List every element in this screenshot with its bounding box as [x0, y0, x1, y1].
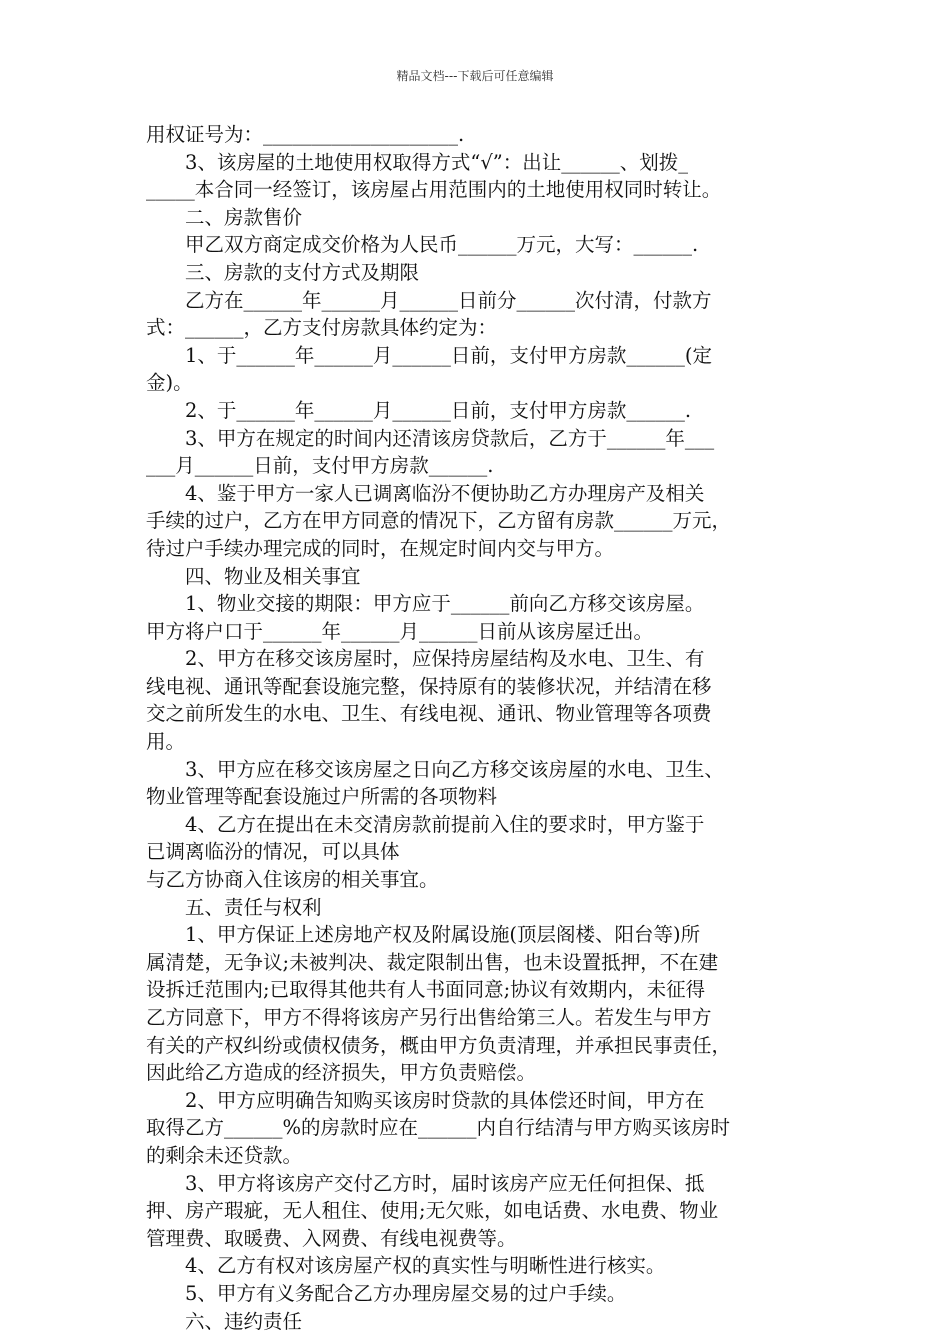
text-line: 金)。 [146, 371, 193, 395]
text-line: 二、房款售价 [146, 205, 303, 229]
text-line: 甲方将户口于______年______月______日前从该房屋迁出。 [146, 619, 654, 643]
text-line: 2、甲方在移交该房屋时，应保持房屋结构及水电、卫生、有 [146, 647, 705, 671]
text-line: 管理费、取暖费、入网费、有线电视费等。 [146, 1226, 517, 1250]
text-line: 交之前所发生的水电、卫生、有线电视、通讯、物业管理等各项费 [146, 702, 712, 726]
text-line: 4、乙方有权对该房屋产权的真实性与明晰性进行核实。 [146, 1254, 666, 1278]
text-line: 因此给乙方造成的经济损失，甲方负责赔偿。 [146, 1061, 537, 1085]
text-line: 1、于______年______月______日前，支付甲方房款______(定 [146, 343, 713, 367]
text-line: 属清楚，无争议;未被判决、裁定限制出售，也未设置抵押，不在建 [146, 950, 719, 974]
text-line: 3、甲方将该房产交付乙方时，届时该房产应无任何担保、抵 [146, 1171, 705, 1195]
text-line: 4、乙方在提出在未交清房款前提前入住的要求时，甲方鉴于 [146, 812, 705, 836]
text-line: 甲乙双方商定成交价格为人民币______万元，大写：______. [146, 233, 699, 257]
text-line: 式：______，乙方支付房款具体约定为： [146, 316, 498, 340]
page-header: 精品文档---下载后可任意编辑 [396, 69, 554, 83]
text-line: 5、甲方有义务配合乙方办理房屋交易的过户手续。 [146, 1281, 627, 1305]
text-line: 五、责任与权利 [146, 895, 322, 919]
text-line: 待过户手续办理完成的同时，在规定时间内交与甲方。 [146, 536, 615, 560]
text-line: 3、甲方在规定的时间内还清该房贷款后，乙方于______年___ [146, 426, 715, 450]
text-line: 设拆迁范围内;已取得其他共有人书面同意;协议有效期内，未征得 [146, 978, 706, 1002]
text-line: 1、甲方保证上述房地产权及附属设施(顶层阁楼、阳台等)所 [146, 923, 701, 947]
text-line: ___月______日前，支付甲方房款______. [146, 454, 494, 478]
text-line: 3、该房屋的土地使用权取得方式“√”：出让______、划拨_ [146, 150, 689, 174]
text-line: _____本合同一经签订，该房屋占用范围内的土地使用权同时转让。 [146, 178, 722, 202]
text-line: 4、鉴于甲方一家人已调离临汾不便协助乙方办理房产及相关 [146, 481, 705, 505]
text-line: 取得乙方______%的房款时应在______内自行结清与甲方购买该房时 [146, 1116, 731, 1140]
text-line: 物业管理等配套设施过户所需的各项物料 [146, 785, 498, 809]
text-line: 与乙方协商入住该房的相关事宜。 [146, 868, 439, 892]
text-line: 乙方同意下，甲方不得将该房产另行出售给第三人。若发生与甲方 [146, 1006, 712, 1029]
text-line: 乙方在______年______月______日前分______次付清，付款方 [146, 288, 712, 312]
text-line: 押、房产瑕疵，无人租住、使用;无欠账，如电话费、水电费、物业 [146, 1199, 719, 1223]
text-line: 2、于______年______月______日前，支付甲方房款______. [146, 398, 692, 422]
text-line: 用权证号为：____________________. [146, 123, 465, 146]
contract-body [146, 121, 810, 1335]
text-line: 手续的过户，乙方在甲方同意的情况下，乙方留有房款______万元， [146, 509, 732, 533]
text-line: 有关的产权纠纷或债权债务，概由甲方负责清理，并承担民事责任， [146, 1033, 732, 1057]
text-line: 1、物业交接的期限：甲方应于______前向乙方移交该房屋。 [146, 592, 705, 616]
text-line: 三、房款的支付方式及期限 [146, 260, 420, 284]
text-line: 的剩余未还贷款。 [146, 1143, 303, 1167]
text-line: 已调离临汾的情况，可以具体 [146, 840, 400, 864]
text-line: 3、甲方应在移交该房屋之日向乙方移交该房屋的水电、卫生、 [146, 757, 724, 781]
text-line: 四、物业及相关事宜 [146, 564, 361, 588]
text-line: 线电视、通讯等配套设施完整，保持原有的装修状况，并结清在移 [146, 674, 712, 698]
text-line: 用。 [146, 730, 186, 754]
text-line: 2、甲方应明确告知购买该房时贷款的具体偿还时间，甲方在 [146, 1088, 705, 1112]
text-line: 六、违约责任 [146, 1309, 303, 1333]
